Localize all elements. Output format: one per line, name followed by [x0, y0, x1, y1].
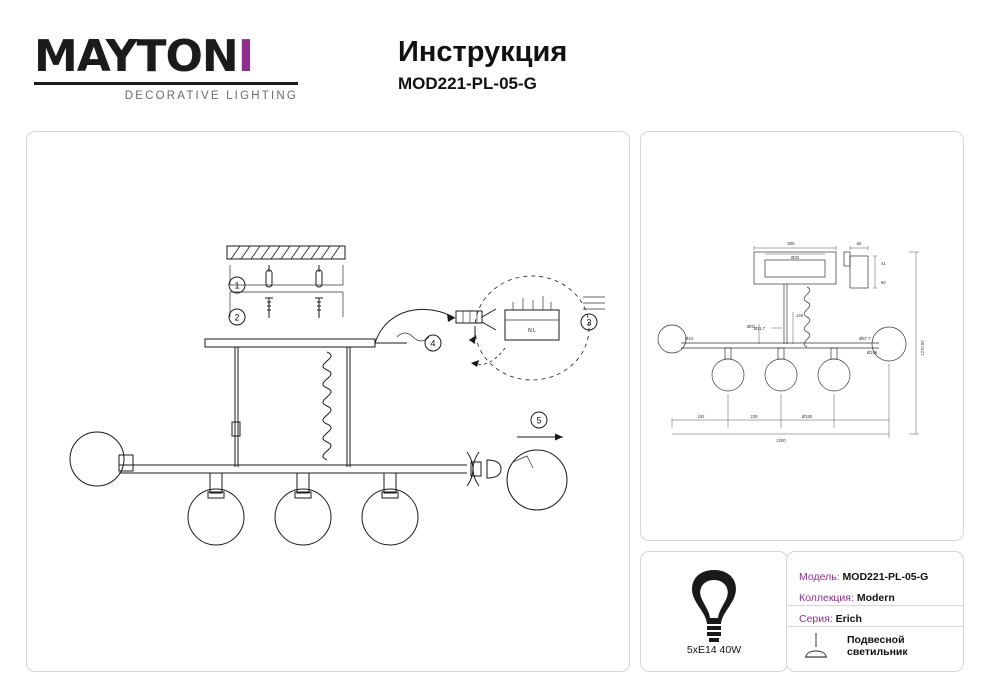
dim-500: 500: [787, 241, 795, 246]
dim-182: 182: [697, 414, 705, 419]
info-collection-row: [799, 592, 895, 604]
step-label-3: 3: [586, 317, 592, 328]
dim-60-top: 60: [856, 241, 862, 246]
dim-127092: 1270.92: [920, 340, 925, 356]
mounting-bar: [205, 309, 455, 351]
brand-logo: [34, 31, 304, 102]
fixture-body: [70, 432, 567, 545]
step-3-detail: [471, 276, 605, 380]
dim-145: 145: [796, 313, 803, 318]
info-model-value: MOD221-PL-05-G: [842, 571, 929, 583]
dim-230: 230: [750, 414, 758, 419]
technical-drawing-panel: [640, 131, 964, 541]
svg-text:N L: N L: [528, 328, 536, 334]
brand-name-main: MAYTON: [34, 31, 238, 82]
bulb-caption: 5xE14 40W: [686, 644, 742, 656]
info-model-row: [799, 571, 928, 583]
brand-tagline: DECORATIVE LIGHTING: [124, 90, 298, 102]
info-collection-value: Modern: [856, 592, 895, 604]
step-label-5: 5: [536, 415, 542, 426]
dim-d02: Ø02: [747, 324, 755, 329]
suspension-section: [747, 284, 810, 347]
info-model-label: Модель:: [799, 571, 840, 583]
info-series-label: Серия:: [799, 613, 833, 625]
dim-41: 41: [881, 261, 886, 266]
pendant-lamp-icon: [801, 631, 831, 661]
page-title: Инструкция: [398, 36, 568, 68]
step-label-4: 4: [430, 338, 436, 349]
assembly-diagram: [27, 132, 627, 669]
info-product-type: Подвесной светильник: [847, 634, 908, 658]
brand-rule: [34, 82, 298, 85]
dim-d34: Ø34: [685, 336, 693, 341]
page-header: [0, 0, 988, 120]
step-2-group: [229, 292, 343, 325]
canopy-top-view: [754, 241, 886, 288]
bulb-spec-panel: [640, 551, 788, 672]
info-series-value: Erich: [835, 613, 862, 625]
step-label-2: 2: [234, 312, 240, 323]
info-series-row: [799, 613, 862, 625]
brand-name-accent: I: [237, 31, 254, 82]
brand-name: [34, 31, 304, 82]
dim-1200: 1200: [776, 438, 786, 443]
info-collection-label: Коллекция:: [799, 592, 854, 604]
document-model-code: MOD221-PL-05-G: [398, 74, 537, 93]
ceiling-hatch: [227, 246, 345, 259]
product-info-panel: [786, 551, 964, 672]
technical-drawing: [641, 132, 961, 538]
dim-d150: Ø150: [801, 414, 813, 419]
suspension-rods: [232, 347, 350, 467]
step-label-1: 1: [234, 280, 240, 291]
dim-d30: Ø30: [791, 255, 799, 260]
info-divider-2: [787, 626, 963, 627]
bulb-icon: [682, 566, 746, 644]
info-divider-1: [787, 605, 963, 606]
assembly-diagram-panel: [26, 131, 630, 672]
dim-d106: Ø106: [867, 350, 878, 355]
dim-d677: Ø67.7: [859, 336, 871, 341]
step-5-group: [517, 412, 563, 441]
step-1-group: [229, 265, 343, 293]
dim-d117: Ø11.7: [753, 326, 765, 331]
dim-60-side: 60: [881, 280, 886, 285]
